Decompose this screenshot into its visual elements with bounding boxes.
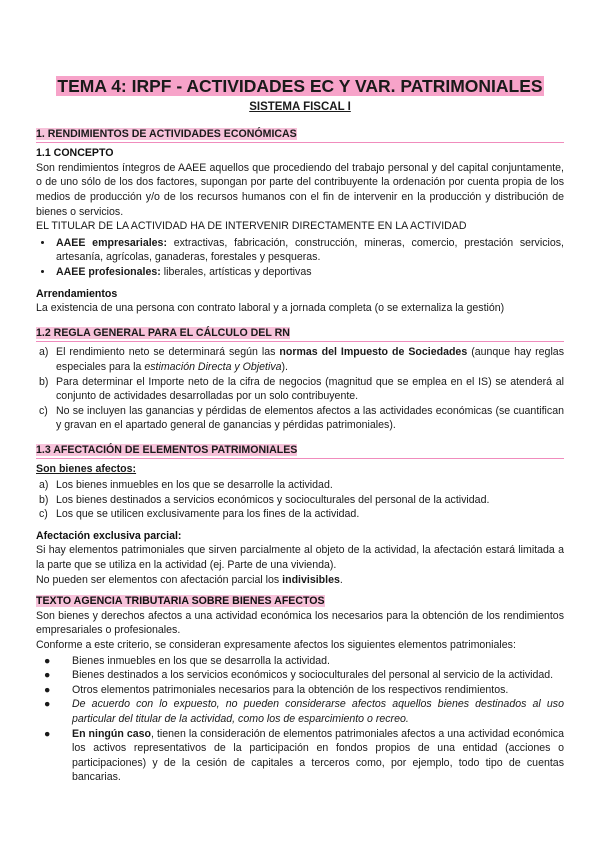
list-item: c) Los que se utilicen exclusivamente para los fines de la actividad. [39, 508, 360, 521]
list-item: ● Otros elementos patrimoniales necesarios para la obtención de los respectivos rendimientos. [44, 683, 509, 696]
list-item: a) El rendimiento neto se determinará según las normas del Impuesto de Sociedades (aunque hay reglas especiales para la estimación Directa y Objetiva). [39, 346, 564, 373]
document-page [36, 0, 564, 785]
section-1-2-heading: 1.2 REGLA GENERAL PARA EL CÁLCULO DEL RN [36, 326, 564, 343]
section-1-heading: 1. RENDIMIENTOS DE ACTIVIDADES ECONÓMICAS [36, 127, 564, 144]
list-item: • AAEE profesionales: liberales, artísticas y deportivas [54, 265, 564, 280]
list-item: ● Bienes destinados a los servicios económicos y socioculturales del personal al servicio de la actividad. [44, 669, 554, 682]
document-title: TEMA 4: IRPF - ACTIVIDADES EC Y VAR. PATRIMONIALES [57, 76, 543, 96]
section-1-3-heading: 1.3 AFECTACIÓN DE ELEMENTOS PATRIMONIALES [36, 443, 564, 460]
titular-text: EL TITULAR DE LA ACTIVIDAD HA DE INTERVENIR DIRECTAMENTE EN LA ACTIVIDAD [36, 220, 467, 233]
aeat-list [36, 654, 564, 785]
regla-list [36, 345, 564, 433]
indivisibles-text: No pueden ser elementos con afectación parcial los indivisibles. [36, 573, 343, 586]
aaee-list [36, 236, 564, 280]
afectos-heading: Son bienes afectos: [36, 463, 137, 476]
document-subtitle: SISTEMA FISCAL I [249, 101, 351, 113]
concepto-heading: 1.1 CONCEPTO [36, 147, 114, 160]
list-item: ● De acuerdo con lo expuesto, no pueden considerarse afectos aquellos bienes destinados al uso particular del titular de la actividad, como los de esparcimiento o recreo. [44, 698, 564, 725]
arrendamientos-heading: Arrendamientos [36, 287, 118, 300]
arrendamientos-text: La existencia de una persona con contrato laboral y a jornada completa (o se externaliza la gestión) [36, 302, 505, 315]
concepto-text: Son rendimientos íntegros de AAEE aquellos que procediendo del trabajo personal y del capital conjuntamente, o de uno sólo de los dos factores, supongan por parte del contribuyente la ordenación por cuenta propia de los medios de producción y/o de los recursos humanos con el fin de intervenir en la producción y distribución de bienes o servicios. [36, 161, 564, 218]
aeat-criterio: Conforme a este criterio, se consideran expresamente afectos los siguientes elementos patrimoniales: [36, 639, 516, 651]
list-item: ● En ningún caso, tienen la consideración de elementos patrimoniales afectos a una actividad económica los activos representativos de la participación en fondos propios de una entidad (acciones o participaciones) y de la cesión de capitales a terceros como, por ejemplo, todo tipo de cuentas bancarias. [44, 727, 564, 784]
list-item: a) Los bienes inmuebles en los que se desarrolle la actividad. [39, 479, 333, 492]
list-item: ● Bienes inmuebles en los que se desarrolla la actividad. [44, 654, 330, 667]
list-item: c) No se incluyen las ganancias y pérdidas de elementos afectos a las actividades económicas (se cuantifican y gravan en el apartado general de ganancias y pérdidas patrimoniales). [39, 404, 564, 432]
afectos-list [36, 478, 564, 522]
list-item: b) Para determinar el Importe neto de la cifra de negocios (magnitud que se emplea en el IS) se atenderá al conjunto de actividades desarrolladas por un solo contribuyente. [39, 375, 564, 403]
parcial-heading: Afectación exclusiva parcial: [36, 529, 182, 542]
list-item: b) Los bienes destinados a servicios económicos y socioculturales del personal de la actividad. [39, 493, 490, 506]
parcial-text: Si hay elementos patrimoniales que sirven parcialmente al objeto de la actividad, la afectación estará limitada a la parte que se utiliza en la actividad (ej. Parte de una vivienda). [36, 544, 564, 572]
aeat-intro: Son bienes y derechos afectos a una actividad económica los necesarios para la obtención de los rendimientos empresariales o profesionales. [36, 609, 564, 637]
aeat-heading: TEXTO AGENCIA TRIBUTARIA SOBRE BIENES AFECTOS [36, 595, 325, 608]
list-item: • AAEE empresariales: extractivas, fabricación, construcción, mineras, comercio, prestación servicios, artesanía, agrícolas, ganaderas, forestales y pesqueras. [54, 236, 564, 265]
